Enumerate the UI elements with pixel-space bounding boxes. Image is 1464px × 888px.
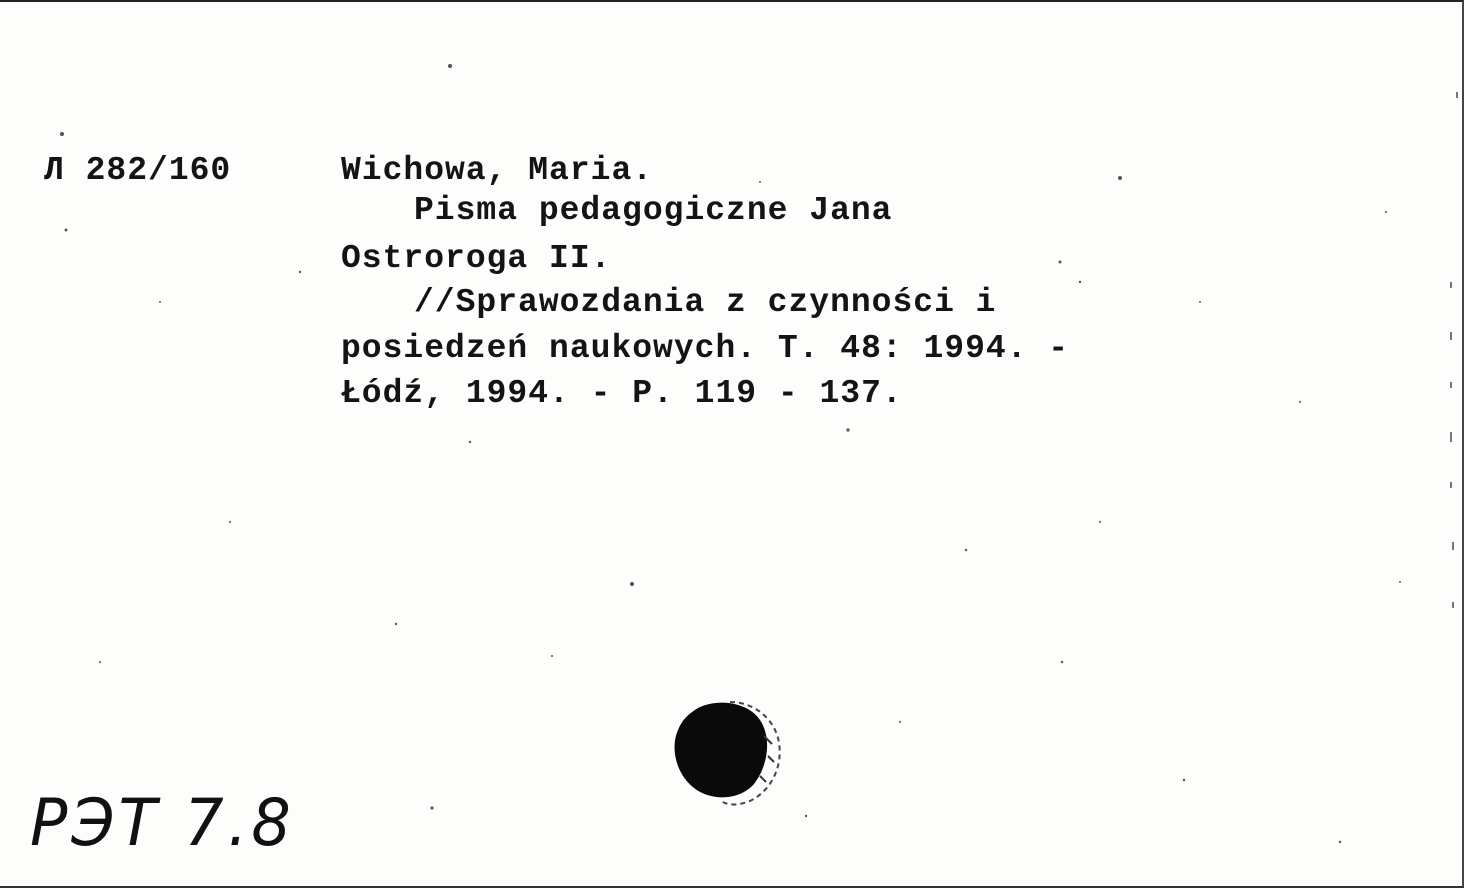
title-line-2: Ostroroga II. bbox=[341, 240, 612, 277]
call-number: Л 282/160 bbox=[44, 152, 232, 189]
title-line-1: Pisma pedagogiczne Jana bbox=[414, 192, 893, 229]
handwritten-shelf-mark: РЭТ 7.8 bbox=[30, 784, 295, 861]
punch-hole-icon bbox=[668, 696, 788, 808]
source-line-1: //Sprawozdania z czynności i bbox=[414, 284, 997, 321]
author-heading: Wichowa, Maria. bbox=[341, 152, 654, 189]
source-line-3: Łódź, 1994. - P. 119 - 137. bbox=[341, 375, 903, 412]
source-line-2: posiedzeń naukowych. T. 48: 1994. - bbox=[341, 330, 1070, 367]
